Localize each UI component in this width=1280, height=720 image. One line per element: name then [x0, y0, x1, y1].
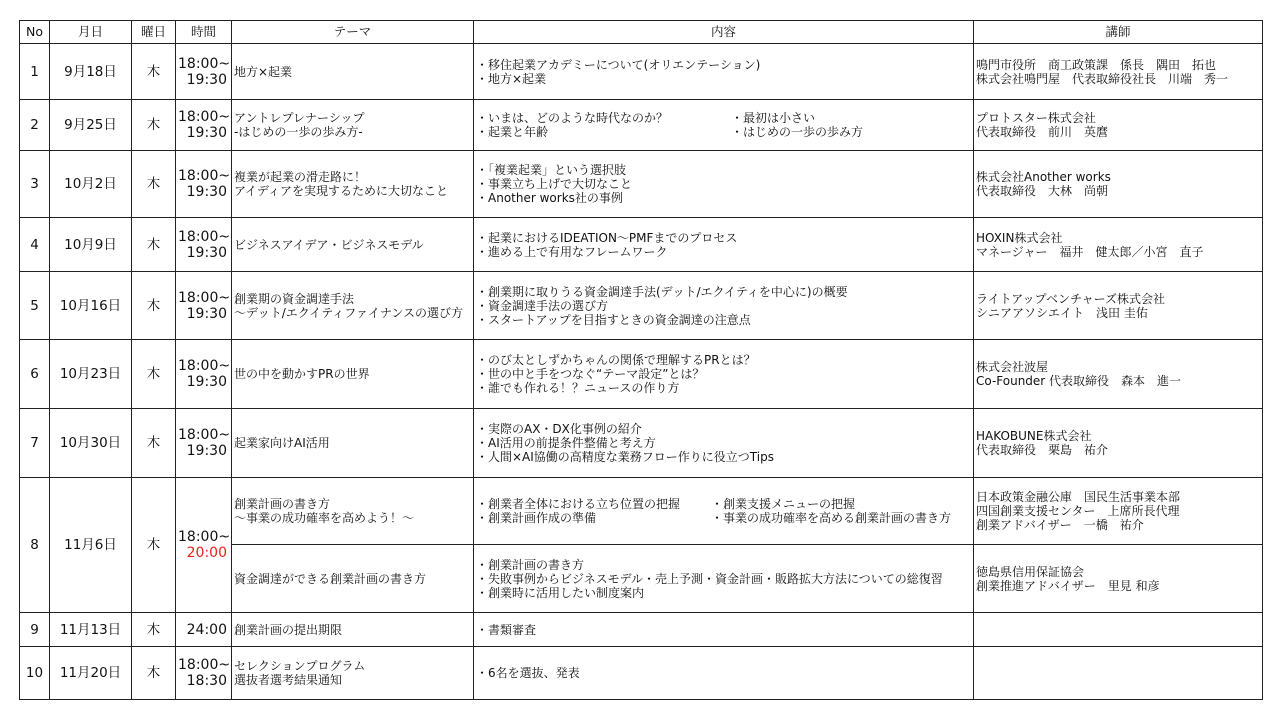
table-row [20, 409, 1263, 478]
schedule-table [19, 20, 1263, 700]
row-date: 10月2日 [50, 151, 132, 218]
header-content: 内容 [474, 21, 974, 44]
row-time [176, 44, 232, 100]
row-date: 9月25日 [50, 100, 132, 151]
row-no: 5 [20, 272, 50, 340]
row-lecturer: 株式会社波屋 Co-Founder 代表取締役 森本 進一 [974, 340, 1263, 409]
time-start: 18:00~ [178, 55, 231, 72]
time-end: 18:30 [186, 673, 227, 689]
table-row [20, 272, 1263, 340]
time-end: 19:30 [186, 305, 227, 322]
row-theme: アントレプレナーシップ -はじめの一歩の歩み方- [232, 100, 474, 151]
row-lecturer: HOXIN株式会社 マネージャー 福井 健太郎／小宮 直子 [974, 218, 1263, 272]
header-theme: テーマ [232, 21, 474, 44]
row-content: ・実際のAX・DX化事例の紹介 ・AI活用の前提条件整備と考え方 ・人間×AI協働の高精度な業務フロー作りに役立つTips [474, 409, 974, 478]
row-no: 6 [20, 340, 50, 409]
table-row [20, 613, 1263, 647]
row-content: ・書類審査 [474, 613, 974, 647]
row-content: ・「複業起業」という選択肢 ・事業立ち上げで大切なこと ・Another works社の事例 [474, 151, 974, 218]
row-theme: ビジネスアイデア・ビジネスモデル [232, 218, 474, 272]
row-theme: 地方×起業 [232, 44, 474, 100]
row-time: 24:00 [176, 613, 232, 647]
row-theme: 世の中を動かすPRの世界 [232, 340, 474, 409]
header-time: 時間 [176, 21, 232, 44]
row-time [176, 409, 232, 478]
row-day: 木 [132, 100, 176, 151]
table-row [20, 100, 1263, 151]
time-start: 18:00~ [178, 657, 231, 673]
row-no: 2 [20, 100, 50, 151]
row-day: 木 [132, 340, 176, 409]
row-time [176, 100, 232, 151]
time-start: 18:00~ [178, 529, 231, 545]
row-theme: 創業期の資金調達手法 ～デット/エクイティファイナンスの選び方 [232, 272, 474, 340]
row-content: ・創業期に取りうる資金調達手法(デット/エクイティを中心に)の概要 ・資金調達手法の選び方 ・スタートアップを目指すときの資金調達の注意点 [474, 272, 974, 340]
row-no: 4 [20, 218, 50, 272]
row-theme: 複業が起業の滑走路に！ アイディアを実現するために大切なこと [232, 151, 474, 218]
row-day: 木 [132, 409, 176, 478]
row-lecturer: HAKOBUNE株式会社 代表取締役 栗島 祐介 [974, 409, 1263, 478]
row-no: 7 [20, 409, 50, 478]
row-lecturer [974, 613, 1263, 647]
time-end: 19:30 [186, 184, 227, 200]
time-start: 18:00~ [178, 289, 231, 306]
row-date: 10月16日 [50, 272, 132, 340]
table-row [20, 151, 1263, 218]
row-day: 木 [132, 647, 176, 700]
header-day: 曜日 [132, 21, 176, 44]
time-end-highlight: 20:00 [186, 545, 227, 561]
time-start: 18:00~ [178, 427, 231, 443]
row-date: 11月6日 [50, 478, 132, 613]
row-content: ・移住起業アカデミーについて(オリエンテーション) ・地方×起業 [474, 44, 974, 100]
row-content: ・いまは、どのような時代なのか？ ・起業と年齢 ・最初は小さい ・はじめの一歩の歩み方 [474, 100, 974, 151]
table-row [20, 340, 1263, 409]
row-no: 9 [20, 613, 50, 647]
row-no: 10 [20, 647, 50, 700]
table-row [20, 218, 1263, 272]
row-no: 3 [20, 151, 50, 218]
row-time [176, 340, 232, 409]
row-lecturer: プロトスター株式会社 代表取締役 前川 英麿 [974, 100, 1263, 151]
row-lecturer: ライトアップベンチャーズ株式会社 シニアアソシエイト 浅田 圭佑 [974, 272, 1263, 340]
row-content: ・のび太としずかちゃんの関係で理解するPRとは？ ・世の中と手をつなぐ“テーマ設定”とは？ ・誰でも作れる！？ニュースの作り方 [474, 340, 974, 409]
header-lecturer: 講師 [974, 21, 1263, 44]
row-date: 11月20日 [50, 647, 132, 700]
row-no: 8 [20, 478, 50, 613]
row-theme: 資金調達ができる創業計画の書き方 [232, 545, 474, 613]
row-no: 1 [20, 44, 50, 100]
time-end: 19:30 [186, 244, 227, 261]
row-day: 木 [132, 613, 176, 647]
table-row [20, 647, 1263, 700]
time-end: 19:30 [186, 125, 227, 141]
row-content: ・創業計画の書き方 ・失敗事例からビジネスモデル・売上予測・資金計画・販路拡大方法についての総復習 ・創業時に活用したい制度案内 [474, 545, 974, 613]
row-day: 木 [132, 44, 176, 100]
row-lecturer: 日本政策金融公庫 国民生活事業本部 四国創業支援センター 上席所長代理 創業アドバイザー 一橋 祐介 [974, 478, 1263, 545]
row-date: 11月13日 [50, 613, 132, 647]
row-lecturer [974, 647, 1263, 700]
row-day: 木 [132, 272, 176, 340]
time-start: 18:00~ [178, 228, 231, 245]
row-day: 木 [132, 218, 176, 272]
row-day: 木 [132, 151, 176, 218]
row-content: ・創業者全体における立ち位置の把握 ・創業計画作成の準備 ・創業支援メニューの把握 ・事業の成功確率を高める創業計画の書き方 [474, 478, 974, 545]
row-theme: 創業計画の書き方 ～事業の成功確率を高めよう！～ [232, 478, 474, 545]
table-row [20, 44, 1263, 100]
time-end: 19:30 [186, 71, 227, 88]
row-date: 10月9日 [50, 218, 132, 272]
time-end: 19:30 [186, 443, 227, 459]
row-content: ・6名を選抜、発表 [474, 647, 974, 700]
time-start: 18:00~ [178, 358, 231, 374]
table-row [20, 478, 1263, 545]
header-date: 月日 [50, 21, 132, 44]
row-lecturer: 株式会社Another works 代表取締役 大林 尚朝 [974, 151, 1263, 218]
row-time [176, 647, 232, 700]
row-time [176, 272, 232, 340]
row-date: 10月23日 [50, 340, 132, 409]
time-start: 18:00~ [178, 109, 231, 125]
row-content: ・起業におけるIDEATION～PMFまでのプロセス ・進める上で有用なフレームワーク [474, 218, 974, 272]
row-theme: セレクションプログラム 選抜者選考結果通知 [232, 647, 474, 700]
row-date: 9月18日 [50, 44, 132, 100]
row-lecturer: 徳島県信用保証協会 創業推進アドバイザー 里見 和彦 [974, 545, 1263, 613]
header-no: No [20, 21, 50, 44]
row-day: 木 [132, 478, 176, 613]
row-theme: 創業計画の提出期限 [232, 613, 474, 647]
header-row [20, 21, 1263, 44]
row-time [176, 478, 232, 613]
row-date: 10月30日 [50, 409, 132, 478]
time-end: 19:30 [186, 374, 227, 390]
row-theme: 起業家向けAI活用 [232, 409, 474, 478]
time-start: 18:00~ [178, 168, 231, 184]
row-time [176, 151, 232, 218]
row-lecturer: 鳴門市役所 商工政策課 係長 隅田 拓也 株式会社鳴門屋 代表取締役社長 川端 秀一 [974, 44, 1263, 100]
row-time [176, 218, 232, 272]
